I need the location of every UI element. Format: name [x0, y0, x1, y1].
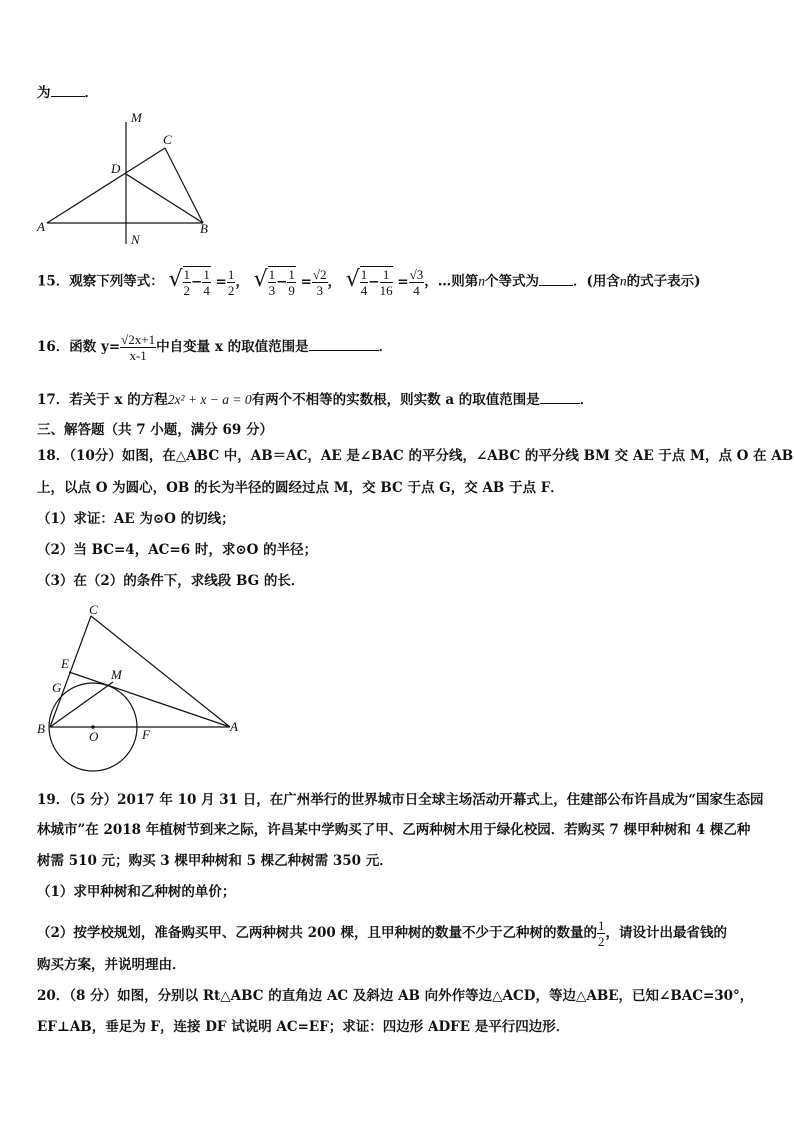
q18-line-1: 18．（10分）如图，在△ABC 中，AB＝AC，AE 是∠BAC 的平分线，∠ABC 的平分线 BM 交 AE 于点 M，点 O 在 AB	[37, 448, 794, 464]
label-m: M	[131, 110, 142, 125]
label-b: B	[200, 221, 208, 236]
q19-fraction-numerator: 1	[597, 918, 605, 933]
q15-expression-3: √ $\frac{1}{4}$ − $\frac{1}{16}$ = $\frac{√3}{4}$	[345, 267, 424, 298]
label-o: O	[89, 729, 99, 744]
q19-sub-2-text-b: ，请设计出最省钱的	[605, 925, 727, 941]
q15-intro: 观察下列等式：	[69, 273, 164, 290]
q18-sub-3: （3）在（2）的条件下，求线段 BG 的长．	[37, 573, 305, 589]
q15-tail: ，…则第	[424, 273, 479, 290]
q16-fraction	[120, 332, 156, 363]
q17-answer-blank	[540, 389, 580, 404]
q18-line-2: 上，以点 O 为圆心，OB 的长为半径的圆经过点 M，交 BC 于点 G，交 AB 于点 F．	[37, 480, 564, 496]
label-a: A	[37, 219, 45, 234]
q15-end2: 的式子表示)	[626, 273, 701, 290]
label-d: D	[111, 161, 121, 176]
q19-sub-1: （1）求甲种树和乙种树的单价；	[37, 884, 236, 900]
segment-db	[126, 174, 203, 223]
answer-line-top	[37, 82, 98, 103]
q16-answer-blank	[309, 336, 379, 351]
q15-expression-1: √ $\frac{1}{2}$ − $\frac{1}{4}$ = $\frac{1}{2}$ ，	[168, 267, 249, 298]
q17-prefix: 17．若关于 x 的方程	[37, 392, 168, 408]
q16-denominator: x-1	[129, 348, 147, 363]
q16-numerator: √2x+1	[121, 332, 156, 347]
label-g: G	[52, 680, 62, 695]
q19-line-2: 林城市”在 2018 年植树节到来之际，许昌某中学购买了甲、乙两种树木用于绿化校园．若购买 7 棵甲种树和 4 棵乙种	[37, 822, 751, 838]
q18-sub-2: （2）当 BC=4，AC=6 时，求⊙O 的半径；	[37, 542, 318, 558]
label-c: C	[163, 132, 172, 147]
q19-line-1: 19．（5 分）2017 年 10 月 31 日，在广州举行的世界城市日全球主场活动开幕式上，住建部公布许昌成为“国家生态园	[37, 792, 764, 808]
label-m: M	[111, 667, 122, 682]
top-prefix: 为	[37, 85, 51, 101]
question-16	[37, 332, 392, 363]
q15-expression-2: √ $\frac{1}{3}$ − $\frac{1}{9}$ = $\frac{√2}{3}$ ，	[253, 267, 342, 298]
q17-text: 有两个不相等的实数根，则实数 a 的取值范围是	[251, 392, 540, 408]
top-suffix: ．	[84, 85, 98, 101]
q20-line-1: 20．（8 分）如图，分别以 Rt△ABC 的直角边 AC 及斜边 AB 向外作等边△ACD，等边△ABE，已知∠BAC=30°，	[37, 988, 754, 1004]
q15-number: 15．	[37, 273, 70, 290]
label-a: A	[230, 719, 238, 734]
q18-sub-1: （1）求证：AE 为⊙O 的切线；	[37, 511, 235, 527]
q15-tail2: 个等式为	[485, 273, 540, 290]
segment-bc	[50, 616, 91, 727]
answer-blank	[51, 82, 85, 97]
section-3-heading: 三、解答题（共 7 小题，满分 69 分）	[37, 422, 273, 438]
label-c: C	[89, 602, 98, 617]
q17-end: ．	[579, 392, 594, 408]
figure-q18	[30, 598, 250, 778]
segment-ea	[69, 672, 230, 727]
q19-sub-2	[37, 918, 727, 949]
q19-sub-2-text: （2）按学校规划，准备购买甲、乙两种树共 200 棵，且甲种树的数量不少于乙种树的数量的	[37, 925, 597, 941]
segment-ac	[47, 148, 165, 223]
q19-line-3: 树需 510 元；购买 3 棵甲种树和 5 棵乙种树需 350 元．	[37, 853, 393, 869]
label-f: F	[142, 727, 150, 742]
q20-line-2: EF⊥AB，垂足为 F，连接 DF 试说明 AC=EF；求证：四边形 ADFE 是平行四边形．	[37, 1019, 570, 1035]
label-b: B	[37, 721, 45, 736]
label-e: E	[61, 656, 69, 671]
q16-text: 中自变量 x 的取值范围是	[156, 339, 309, 355]
q15-answer-blank	[539, 271, 573, 286]
q19-fraction-denominator: 2	[597, 934, 605, 949]
question-15	[37, 266, 701, 298]
q16-prefix: 16．函数 y=	[37, 339, 121, 355]
segment-cb	[165, 148, 203, 223]
q15-variable: n	[478, 273, 486, 289]
q16-end: ．	[378, 339, 393, 355]
figure-q14	[35, 110, 215, 250]
q15-end: ．(用含	[573, 273, 620, 290]
q19-sub-2-continued: 购买方案，并说明理由．	[37, 957, 186, 973]
label-n: N	[131, 232, 140, 247]
q15-variable-2: n	[619, 273, 627, 289]
q17-equation: 2x² + x − a = 0	[167, 392, 252, 407]
question-17	[37, 389, 593, 410]
